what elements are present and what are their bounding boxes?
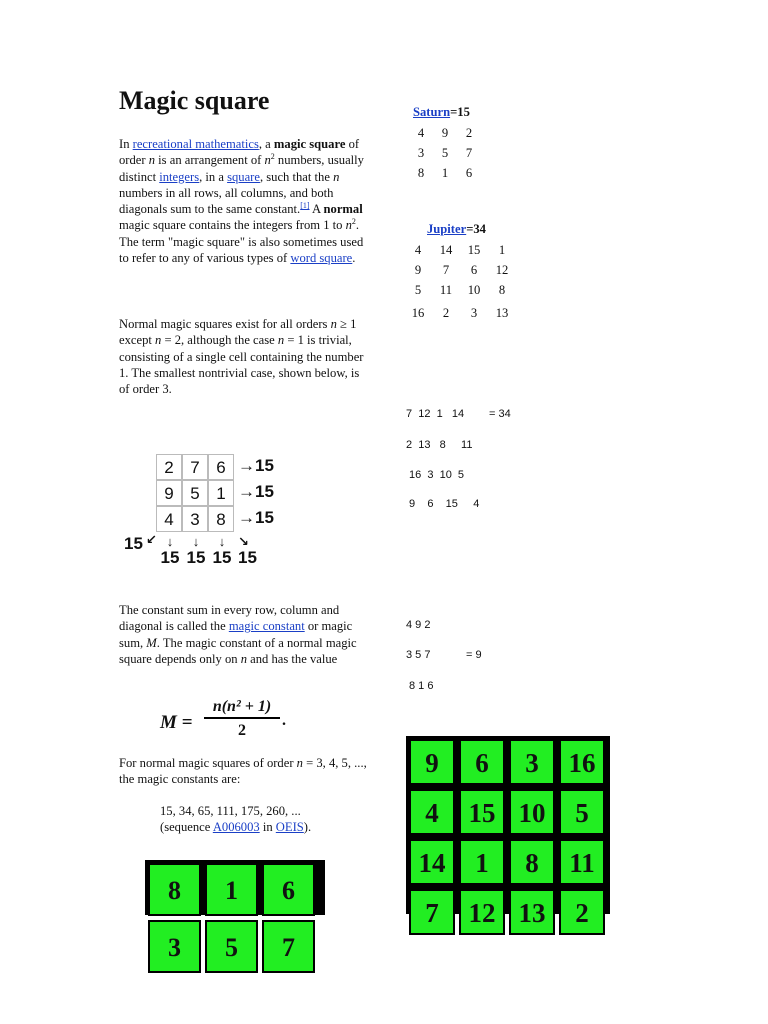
green-square-cell: 5 xyxy=(559,789,605,835)
planet-square-cell: 1 xyxy=(498,243,506,257)
row-sum xyxy=(238,456,274,476)
row-sum-value: 15 xyxy=(255,456,274,475)
note-order4-row-3: 16 3 10 5 xyxy=(409,469,465,481)
formula-denominator: 2 xyxy=(238,722,246,739)
link-word-square[interactable]: word square xyxy=(290,251,353,266)
down-arrow-icon: ↓ xyxy=(218,534,226,549)
planet-square-cell: 2 xyxy=(465,126,473,140)
planet-square-cell: 15 xyxy=(467,243,481,257)
green-square-cell: 7 xyxy=(409,889,455,935)
link-a006003[interactable]: A006003 xyxy=(212,820,260,835)
note-order4-row-4: 9 6 15 4 xyxy=(409,498,480,510)
planet-square-cell: 13 xyxy=(495,306,509,320)
green-order-3-square xyxy=(145,860,325,962)
green-square-cell: 13 xyxy=(509,889,555,935)
planet-square-row xyxy=(406,146,506,166)
green-square-cell: 16 xyxy=(559,739,605,785)
planet-square-cell: 12 xyxy=(495,263,509,277)
planet-square-row xyxy=(403,263,533,283)
right-arrow-icon: → xyxy=(238,482,255,501)
planet-square-cell: 1 xyxy=(441,166,449,180)
green-square-cell: 3 xyxy=(509,739,555,785)
column-sum-value: 15 xyxy=(160,548,180,567)
column-sum-value: 15 xyxy=(186,548,206,567)
intro-paragraph: In recreational mathematics, a magic square of order n is an arrangement of $n^2$ numbers, usually distinct integers, in a square, such that the n numbers in all rows, all columns, and both diagonals sum to the same constant.[1] A normal magic square contains the integers from 1 to $n^2$. The term "magic square" is also sometimes used to refer to any of various types of word square. xyxy=(119,137,364,266)
green-square-cell: 3 xyxy=(148,920,201,973)
grid-cell: 6 xyxy=(208,454,234,480)
planet-square-cell: 8 xyxy=(417,166,425,180)
jupiter-square xyxy=(403,243,533,333)
planet-square-row xyxy=(403,306,533,326)
planet-square-cell: 9 xyxy=(441,126,449,140)
green-square-cell: 1 xyxy=(459,839,505,885)
orders-paragraph: For normal magic squares of order n = 3, 4, 5, ..., the magic constants are: xyxy=(119,756,367,787)
planet-square-cell: 16 xyxy=(411,306,425,320)
note-order4-row-2: 2 13 8 11 xyxy=(406,439,473,451)
green-square-cell: 6 xyxy=(459,739,505,785)
grid-cell: 8 xyxy=(208,506,234,532)
planet-square-row xyxy=(403,283,533,303)
link-recreational-mathematics[interactable]: recreational mathematics xyxy=(132,137,259,151)
grid-cell: 5 xyxy=(182,480,208,506)
saturn-heading: Saturn=15 xyxy=(413,105,470,119)
green-square-cell: 7 xyxy=(262,920,315,973)
planet-square-cell: 11 xyxy=(439,283,453,297)
diagonal-sum-value: 15 xyxy=(238,548,257,567)
order-3-magic-square-figure xyxy=(120,452,295,567)
normal-squares-paragraph: Normal magic squares exist for all orders n ≥ 1 except n = 2, although the case n = 1 is trivial, consisting of a single cell containing the number 1. The smallest nontrivial case, shown below, is of order 3. xyxy=(119,317,364,397)
planet-square-cell: 5 xyxy=(414,283,422,297)
note-order3-row-1: 4 9 2 xyxy=(406,619,431,631)
green-square-cell: 8 xyxy=(509,839,555,885)
formula-lhs: M = xyxy=(160,712,193,733)
column-sum xyxy=(159,534,181,566)
green-order-4-square xyxy=(406,736,610,928)
note-order3-row-2: 3 5 7 xyxy=(406,649,431,661)
planet-square-cell: 5 xyxy=(441,146,449,160)
green-square-cell: 6 xyxy=(262,863,315,916)
planet-square-cell: 8 xyxy=(498,283,506,297)
green-square-cell: 5 xyxy=(205,920,258,973)
note-order4-sum: = 34 xyxy=(489,408,511,420)
grid-cell: 1 xyxy=(208,480,234,506)
green-square-cell: 9 xyxy=(409,739,455,785)
diagonal-sum-value: 15 xyxy=(124,534,143,553)
green-square-cell: 15 xyxy=(459,789,505,835)
planet-square-cell: 4 xyxy=(414,243,422,257)
magic-constant-paragraph: The constant sum in every row, column and diagonal is called the magic constant or magic sum, M. The magic constant of a normal magic square depends only on n and has the value xyxy=(119,603,357,666)
diagonal-arrow-icon: ↙ xyxy=(146,532,157,547)
planet-square-row xyxy=(403,243,533,263)
green-square-cell: 11 xyxy=(559,839,605,885)
green-square-cell: 1 xyxy=(205,863,258,916)
column-sum xyxy=(185,534,207,566)
planet-square-cell: 6 xyxy=(465,166,473,180)
grid-cell: 7 xyxy=(182,454,208,480)
reference-link[interactable]: [1] xyxy=(300,201,310,210)
planet-square-cell: 10 xyxy=(467,283,481,297)
planet-square-cell: 7 xyxy=(442,263,450,277)
planet-square-cell: 9 xyxy=(414,263,422,277)
planet-square-cell: 2 xyxy=(442,306,450,320)
link-magic-constant[interactable]: magic constant xyxy=(228,619,305,634)
row-sum xyxy=(238,508,274,528)
planet-square-row xyxy=(406,166,506,186)
column-sum-value: 15 xyxy=(212,548,232,567)
link-jupiter[interactable]: Jupiter xyxy=(427,222,467,236)
green-square-cell: 14 xyxy=(409,839,455,885)
right-arrow-icon: → xyxy=(238,456,255,475)
grid-cell: 4 xyxy=(156,506,182,532)
link-square[interactable]: square xyxy=(227,169,260,184)
grid-cell: 2 xyxy=(156,454,182,480)
down-arrow-icon: ↓ xyxy=(192,534,200,549)
magic-constant-formula xyxy=(160,698,320,742)
grid-cell: 9 xyxy=(156,480,182,506)
link-oeis[interactable]: OEIS xyxy=(275,820,304,835)
green-square-cell: 2 xyxy=(559,889,605,935)
diagonal-sum-right xyxy=(238,534,257,566)
link-integers[interactable]: integers xyxy=(159,169,200,184)
column-sum xyxy=(211,534,233,566)
diagonal-arrow-icon: ↘ xyxy=(238,534,249,549)
green-square-cell: 4 xyxy=(409,789,455,835)
row-sum xyxy=(238,482,274,502)
row-sum-value: 15 xyxy=(255,482,274,501)
green-square-cell: 12 xyxy=(459,889,505,935)
magic-constants-sequence: 15, 34, 65, 111, 175, 260, ... (sequence A006003 in OEIS). xyxy=(160,804,312,835)
grid-cell: 3 xyxy=(182,506,208,532)
note-order3-sum: = 9 xyxy=(466,649,482,661)
planet-square-cell: 6 xyxy=(470,263,478,277)
planet-square-row xyxy=(406,126,506,146)
planet-square-cell: 7 xyxy=(465,146,473,160)
note-order4-row-1: 7 12 1 14 xyxy=(406,408,465,420)
planet-square-cell: 4 xyxy=(417,126,425,140)
planet-square-cell: 3 xyxy=(417,146,425,160)
row-sum-value: 15 xyxy=(255,508,274,527)
planet-square-cell: 14 xyxy=(439,243,453,257)
page-title: Magic square xyxy=(119,86,270,115)
green-square-cell: 10 xyxy=(509,789,555,835)
saturn-square xyxy=(406,126,506,186)
diagonal-sum-left xyxy=(124,536,143,552)
jupiter-heading: Jupiter=34 xyxy=(427,222,486,236)
planet-square-cell: 3 xyxy=(470,306,478,320)
note-order3-row-3: 8 1 6 xyxy=(409,680,434,692)
right-arrow-icon: → xyxy=(238,508,255,527)
formula-numerator: n(n² + 1) xyxy=(204,698,280,719)
green-square-cell: 8 xyxy=(148,863,201,916)
down-arrow-icon: ↓ xyxy=(166,534,174,549)
formula-period: . xyxy=(282,712,286,729)
link-saturn[interactable]: Saturn xyxy=(413,105,451,119)
